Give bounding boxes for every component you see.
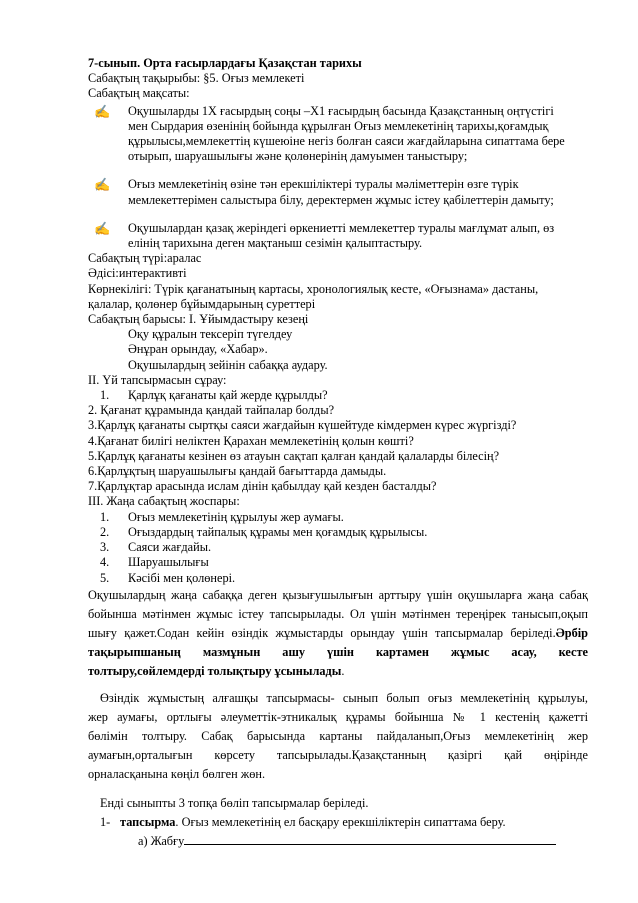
group-tasks-intro: Енді сыныпты 3 топқа бөліп тапсырмалар беріледі.	[100, 795, 369, 810]
task-1: 1- тапсырма. Оғыз мемлекетінің ел басқару ерекшіліктерін сипаттама беру.	[100, 814, 506, 829]
stage1-item: Оқу құралын тексеріп түгелдеу	[88, 327, 588, 342]
paragraph-new-lesson: Оқушылардың жаңа сабаққа деген қызығушылығын арттыру үшін оқушыларға жаңа сабақ бойынша мәтінмен жұмыс істеу тапсырылады. Ол үшін мәтінмен тереңірек танысып,оқып шығу қажет.Содан кейін өзіндік жұмыстарды орындау үшін тапсырмалар беріледі.Әрбір тақырыпшаның мазмұнын ашу үшін картамен жұмыс асау, кесте толтыру,сөйлемдерді толықтыру ұсынылады.	[88, 587, 588, 678]
stage-3-heading: ІІІ. Жаңа сабақтың жоспары:	[88, 494, 240, 509]
question-item: 1. Қарлұқ қағанаты қай жерде құрылды?	[100, 388, 328, 403]
plan-item: 1. Оғыз мемлекетінің құрылуы жер аумағы.	[100, 509, 344, 524]
question-item: 7.Қарлұқтар арасында ислам дінін қабылдау қай кезден басталды?	[88, 479, 437, 494]
question-item: 5.Қарлұқ қағанаты кезінен өз атауын сақтап қалған қандай қалаларды білесің?	[88, 448, 500, 463]
stage1-item: Әнұран орындау, «Хабар».	[88, 342, 588, 357]
document-title: 7-сынып. Орта ғасырлардағы Қазақстан тарихы	[88, 56, 362, 70]
question-item: 2. Қағанат құрамында қандай тайпалар болды?	[88, 403, 335, 418]
writing-hand-icon: ✍	[94, 220, 111, 236]
writing-hand-icon: ✍	[94, 103, 111, 119]
task-label: тапсырма	[120, 814, 176, 829]
square-bullet-icon	[88, 327, 128, 342]
task-1-sub-a: а) Жабғу	[88, 832, 588, 851]
document-page	[88, 56, 588, 851]
square-bullet-icon	[88, 342, 128, 357]
goal-item-3: ✍ Оқушылардан қазақ жеріндегі өркениетті мемлекеттер туралы мағлұмат алып, өз елінің тарихына деген мақтаныш сезімін қалыптастыру.	[88, 221, 588, 251]
goal-item-2: ✍ Оғыз мемлекетінің өзіне тән ерекшіліктері туралы мәліметтерін өзге түрік мемлекеттерімен салыстыра білу, деректермен жұмыс істеу қабілеттерін дамыту;	[88, 177, 588, 207]
question-item: 4.Қағанат билігі неліктен Қарахан мемлекетінің қолын көшті?	[88, 433, 414, 448]
square-bullet-icon	[88, 358, 128, 373]
lesson-type: Сабақтың түрі:аралас	[88, 251, 202, 266]
plan-item: 4. Шаруашылығы	[100, 555, 209, 570]
stage-2-heading: ІІ. Үй тапсырмасын сұрау:	[88, 372, 227, 387]
plan-item: 2. Оғыздардың тайпалық құрамы мен қоғамдық құрылысы.	[100, 524, 428, 539]
question-item: 3.Қарлұқ қағанаты сыртқы саяси жағдайын күшейтуде кімдермен күрес жүргізді?	[88, 418, 517, 433]
plan-item: 5. Кәсібі мен қолөнері.	[100, 570, 236, 585]
writing-hand-icon: ✍	[94, 177, 111, 193]
visuals-line-1: Көрнекілігі: Түрік қағанатының картасы, хронологиялық кесте, «Оғызнама» дастаны,	[88, 281, 539, 296]
group-tasks-section	[88, 794, 588, 851]
question-item: 6.Қарлұқтың шаруашылығы қандай бағыттарда дамыды.	[88, 464, 387, 479]
plan-item: 3. Саяси жағдайы.	[100, 540, 212, 555]
paragraph-independent-work: Өзіндік жұмыстың алғашқы тапсырмасы- сынып болып оғыз мемлекетінің құрылуы, жер аумағы, ортлығы әлеуметтік-этникалық құрамы бойынша № 1 кестенің қажетті бөлімін толтыру. Сабақ барысында картаны пайдаланып,Оғыз мемлекетінің жер аумағын,орталығын көрсету тапсырылады.Қазақстанның қазіргі қай өңірінде орналасқанына көңіл бөлген жөн.	[88, 690, 588, 781]
goals-label: Сабақтың мақсаты:	[88, 86, 190, 101]
fill-in-blank-line	[184, 832, 556, 845]
lesson-method: Әдісі:интерактивті	[88, 266, 187, 281]
stage-1-heading: Сабақтың барысы: І. Ұйымдастыру кезеңі	[88, 312, 309, 327]
lesson-topic: Сабақтың тақырыбы: §5. Оғыз мемлекеті	[88, 71, 305, 86]
goal-item-1: ✍ Оқушыларды 1Х ғасырдың соңы –Х1 ғасырдың басында Қазақстанның оңтүстігі мен Сырдария өзенінің бойында құрылған Оғыз мемлекетінің тарихы,қоғамдық құрылысы,мемлекеттің күшеюіне негіз болған саяси жағдайларына сипаттама бере отырып, шаруашылығы және қолөнерінің дамуымен таныстыру;	[88, 104, 588, 165]
visuals-line-2: қалалар, қолөнер бұйымдарының суреттері	[88, 296, 316, 311]
stage1-item: Оқушылардың зейінін сабаққа аудару.	[88, 358, 588, 373]
